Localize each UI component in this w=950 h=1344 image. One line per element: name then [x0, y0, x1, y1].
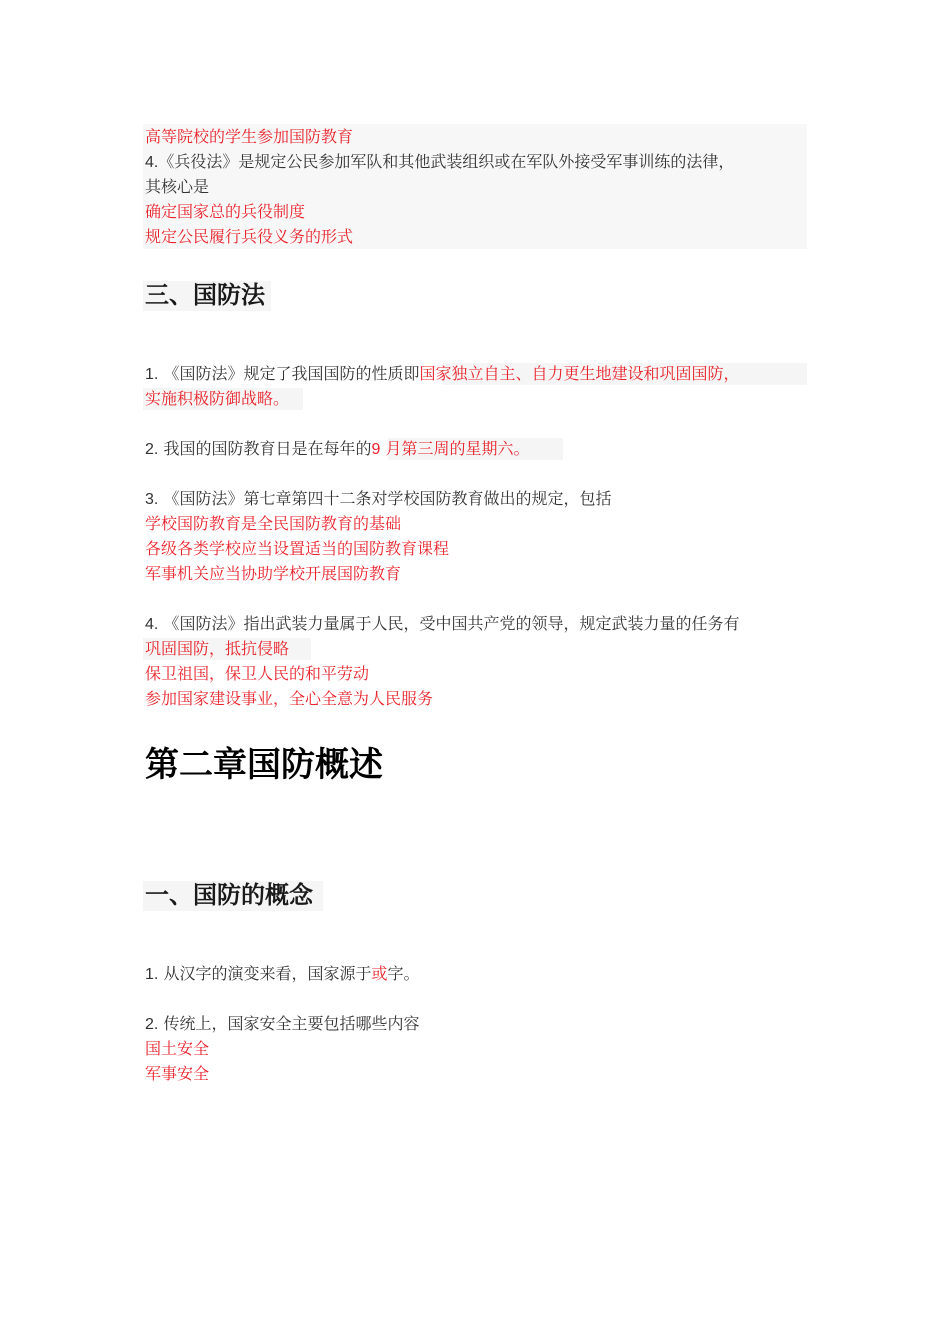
answer-line: 高等院校的学生参加国防教育	[145, 127, 354, 146]
question-text: 《兵役法》是规定公民参加军队和其他武装组织或在军队外接受军事训练的法律，	[158, 152, 735, 171]
question-line	[145, 611, 739, 637]
answer-text: 月第三周的星期六。	[385, 439, 530, 458]
question-line: 其核心是	[145, 177, 210, 196]
question-number: 2.	[145, 1016, 159, 1033]
question-number: 1.	[145, 966, 159, 983]
answer-text: 或	[371, 964, 388, 983]
answer-line: 军事机关应当协助学校开展国防教育	[145, 564, 402, 583]
question-line	[145, 486, 611, 512]
question-line	[145, 149, 734, 175]
question-line	[145, 361, 739, 387]
question-line	[145, 1011, 419, 1037]
question-number: 4.	[145, 616, 159, 633]
answer-line: 保卫祖国，保卫人民的和平劳动	[145, 664, 370, 683]
question-number: 2.	[145, 441, 159, 458]
answer-line: 确定国家总的兵役制度	[145, 202, 306, 221]
question-text: 《国防法》规定了我国国防的性质即	[163, 364, 420, 383]
answer-line: 实施积极防御战略。	[145, 389, 290, 408]
answer-line: 各级各类学校应当设置适当的国防教育课程	[145, 539, 450, 558]
question-line	[145, 436, 529, 462]
answer-number: 9	[371, 441, 381, 458]
question-number: 1.	[145, 366, 159, 383]
question-text: 《国防法》第七章第四十二条对学校国防教育做出的规定，包括	[163, 489, 612, 508]
answer-line: 巩固国防，抵抗侵略	[145, 639, 290, 658]
answer-text: 国家独立自主、自力更生地建设和巩固国防，	[419, 364, 740, 383]
question-text-tail: 字。	[387, 964, 420, 983]
section-heading: 一、国防的概念	[145, 881, 313, 909]
question-text: 我国的国防教育日是在每年的	[163, 439, 372, 458]
chapter-title: 第二章国防概述	[145, 745, 383, 785]
answer-line: 参加国家建设事业，全心全意为人民服务	[145, 689, 434, 708]
question-number: 3.	[145, 491, 159, 508]
answer-line: 国土安全	[145, 1039, 210, 1058]
question-number: 4.	[145, 154, 159, 171]
answer-line: 规定公民履行兵役义务的形式	[145, 227, 354, 246]
answer-line: 军事安全	[145, 1064, 210, 1083]
answer-line: 学校国防教育是全民国防教育的基础	[145, 514, 402, 533]
section-heading: 三、国防法	[145, 281, 265, 309]
question-text: 传统上，国家安全主要包括哪些内容	[163, 1014, 420, 1033]
question-text: 从汉字的演变来看，国家源于	[163, 964, 372, 983]
question-text: 《国防法》指出武装力量属于人民，受中国共产党的领导，规定武装力量的任务有	[163, 614, 740, 633]
question-line	[145, 961, 419, 987]
